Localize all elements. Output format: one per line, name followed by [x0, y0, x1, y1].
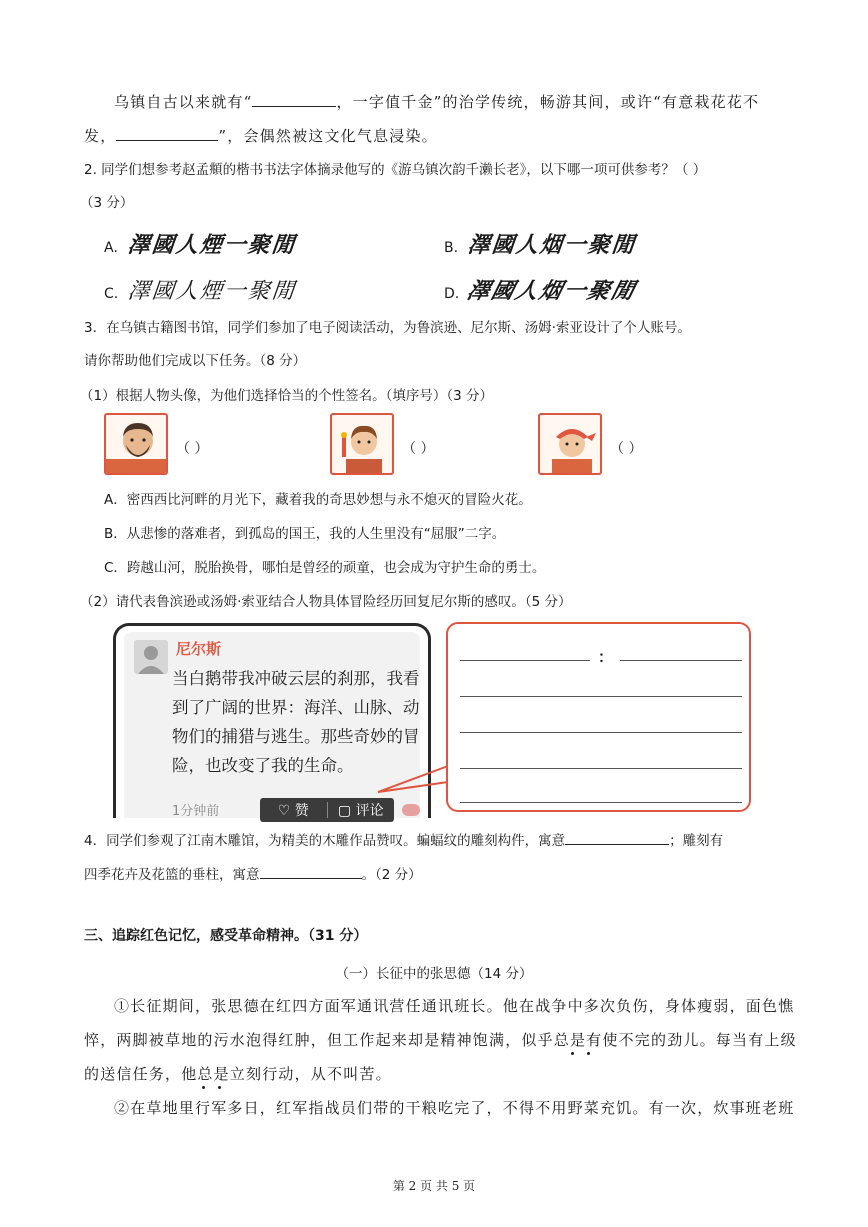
answer-line-0[interactable]: [620, 660, 742, 661]
q2-stem: 2. 同学们想参考赵孟頫的楷书书法字体摘录他写的《游乌镇次韵千濑长老》，以下哪一项可供参考？（ ）: [84, 162, 707, 178]
emphasis-dot: [202, 1086, 205, 1089]
reply-answer-box[interactable]: [446, 622, 751, 812]
q1-blank-1[interactable]: [252, 92, 336, 107]
calligraphy-sample: 澤國人煙一聚閒: [126, 279, 298, 304]
q4-line2: [84, 864, 788, 885]
passage-title: （一）长征中的张思德（14 分）: [335, 966, 533, 982]
page-footer: 第 2 页 共 5 页: [392, 1179, 476, 1193]
passage-p1-line2: 悴，两脚被草地的污水泡得红肿，但工作起来却是精神饱满，似乎总是有使不完的劲儿。每当有上级: [84, 1031, 797, 1049]
comment-button[interactable]: ▢ 评论: [337, 803, 384, 819]
passage-p1-line3: 的送信任务，他总是立刻行动，从不叫苦。: [84, 1065, 392, 1083]
chat-action-bar: [260, 798, 394, 822]
chat-timestamp: 1分钟前: [172, 804, 220, 819]
q1-text-a: 乌镇自古以来就有“: [114, 93, 253, 111]
q3-stem-2: 请你帮助他们完成以下任务。（8 分）: [84, 353, 307, 369]
robinson-avatar-icon: [104, 413, 168, 475]
passage-p1-line1: ①长征期间，张思德在红四方面军通讯营任通讯班长。他在战争中多次负伤，身体瘦弱，面色憔: [114, 997, 795, 1015]
q1-line2: [84, 126, 788, 146]
option-letter: C.: [104, 286, 119, 302]
answer-line-3[interactable]: [460, 768, 742, 769]
calligraphy-sample: 澤國人烟一聚閒: [466, 232, 638, 258]
q2-option-d[interactable]: [444, 274, 639, 305]
q3-sub2: （2）请代表鲁滨逊或汤姆·索亚结合人物具体冒险经历回复尼尔斯的感叹。（5 分）: [80, 594, 572, 610]
answer-colon: ：: [598, 648, 614, 666]
q4-text-a: 4．同学们参观了江南木雕馆，为精美的木雕作品赞叹。蝙蝠纹的雕刻构件，寓意: [84, 833, 566, 849]
q3-sub1: （1）根据人物头像，为他们选择恰当的个性签名。（填序号）（3 分）: [80, 388, 493, 404]
q1-text-c: 发，: [84, 127, 117, 145]
option-letter: A.: [104, 240, 118, 256]
q4-blank-1[interactable]: [565, 830, 669, 845]
q1-blank-2[interactable]: [116, 126, 218, 141]
q4-line1: [84, 830, 788, 851]
calligraphy-sample: 澤國人煙一聚閒: [126, 232, 298, 258]
section3-heading: 三、追踪红色记忆，感受革命精神。（31 分）: [84, 928, 368, 944]
passage-p2-line1: ②在草地里行军多日，红军指战员们带的干粮吃完了，不得不用野菜充饥。有一次，炊事班老班: [114, 1099, 795, 1117]
emphasis-dot: [571, 1052, 574, 1055]
choice-b: B．从悲惨的落难者，到孤岛的国王，我的人生里没有“屈服”二字。: [104, 526, 506, 542]
answer-line-4[interactable]: [460, 802, 742, 803]
option-letter: B.: [444, 240, 459, 256]
q1-line1: [84, 92, 788, 112]
robinson-answer-paren[interactable]: （ ）: [176, 441, 209, 457]
chat-message: 当白鹅带我冲破云层的刹那，我看到了广阔的世界：海洋、山脉、动物们的捕猎与逃生。那些奇妙的冒险，也改变了我的生命。: [172, 669, 420, 775]
q4-text-d: 。（2 分）: [361, 867, 422, 883]
user-avatar-icon: [134, 640, 168, 674]
q2-score: （3 分）: [80, 195, 134, 211]
speech-pointer-icon: [372, 760, 454, 800]
calligraphy-sample: 澤國人烟一聚閒: [464, 278, 639, 304]
option-letter: D.: [444, 286, 460, 302]
answer-name-line[interactable]: [460, 660, 590, 661]
q3-stem-1: 3．在乌镇古籍图书馆，同学们参加了电子阅读活动，为鲁滨逊、尼尔斯、汤姆·索亚设计了个人账号。: [84, 320, 691, 336]
q2-option-a[interactable]: [104, 228, 296, 259]
emphasis-dot: [587, 1052, 590, 1055]
answer-line-1[interactable]: [460, 696, 742, 697]
q1-text-b: ，一字值千金”的治学传统，畅游其间，或许“有意栽花花不: [336, 93, 760, 111]
q1-text-d: ”，会偶然被这文化气息浸染。: [218, 127, 438, 145]
more-icon[interactable]: [402, 804, 420, 816]
q2-option-c[interactable]: [104, 274, 296, 305]
emphasis-dot: [218, 1086, 221, 1089]
nils-answer-paren[interactable]: （ ）: [402, 441, 435, 457]
choice-a: A．密西西比河畔的月光下，藏着我的奇思妙想与永不熄灭的冒险火花。: [104, 492, 532, 508]
tom-avatar-icon: [538, 413, 602, 475]
choice-c: C．跨越山河，脱胎换骨，哪怕是曾经的顽童，也会成为守护生命的勇士。: [104, 560, 546, 576]
tom-answer-paren[interactable]: （ ）: [610, 441, 643, 457]
chat-username: 尼尔斯: [176, 640, 222, 658]
q4-blank-2[interactable]: [260, 864, 362, 879]
q2-option-b[interactable]: [444, 228, 636, 259]
q4-text-c: 四季花卉及花篮的垂柱，寓意: [84, 867, 260, 883]
q4-text-b: ；雕刻有: [669, 833, 724, 849]
like-button[interactable]: ♡ 赞: [277, 803, 309, 819]
answer-line-2[interactable]: [460, 732, 742, 733]
nils-avatar-icon: [330, 413, 394, 475]
